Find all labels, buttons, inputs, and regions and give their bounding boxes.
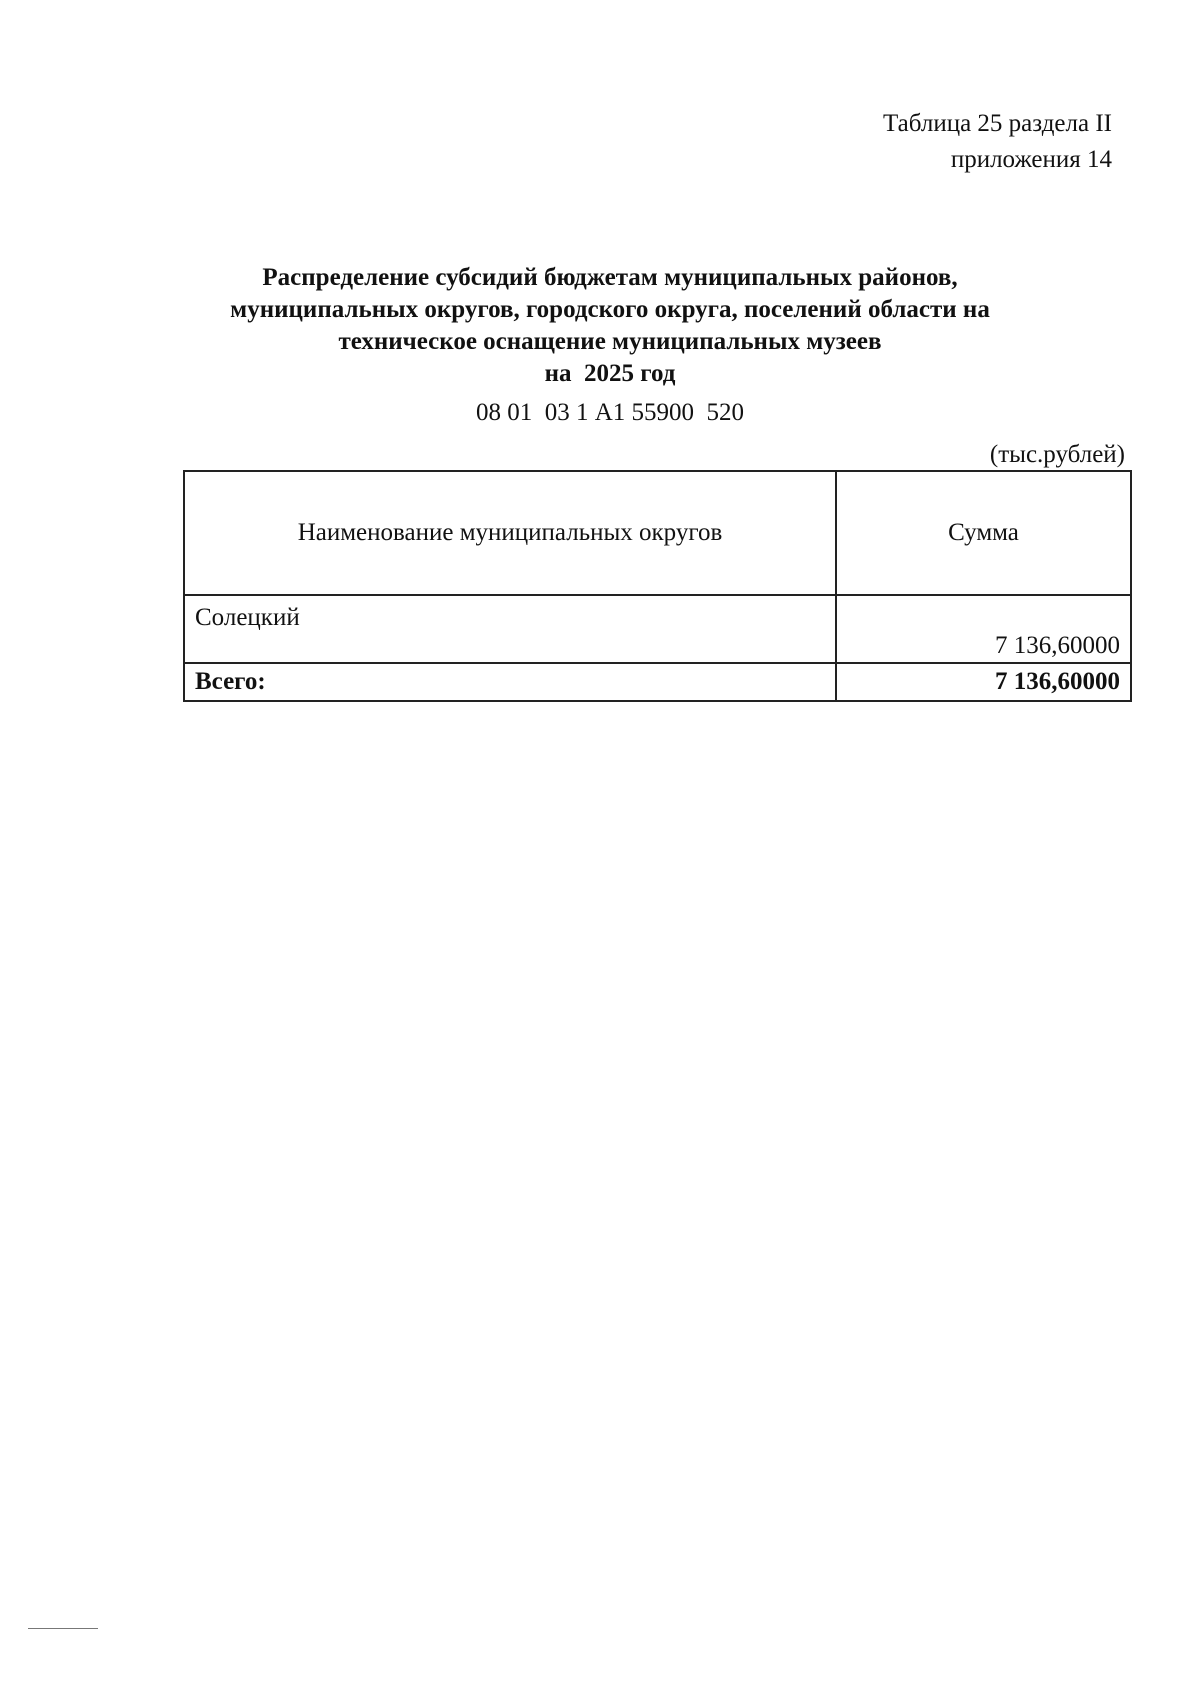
budget-classification-code: 08 01 03 1 А1 55900 520 [475,399,745,426]
document-title [160,262,1060,390]
total-label-cell: Всего: [184,663,836,701]
municipality-name-cell: Солецкий [184,595,836,663]
total-amount-cell: 7 136,60000 [836,663,1131,701]
reference-appendix-number: приложения 14 [950,146,1112,173]
footer-rule [28,1628,98,1629]
column-header-amount: Сумма [836,471,1131,595]
title-line-2: муниципальных округов, городского округа, поселений области на [230,296,990,323]
title-line-4: на 2025 год [544,360,676,387]
document-reference [883,106,1112,178]
table-total-row [184,663,1131,701]
reference-table-number: Таблица 25 раздела II [883,110,1112,137]
unit-label: (тыс.рублей) [989,441,1125,468]
table-row [184,595,1131,663]
amount-cell: 7 136,60000 [836,595,1131,663]
title-line-3: техническое оснащение муниципальных музеев [338,328,882,355]
table-header-row [184,471,1131,595]
subsidy-distribution-table [183,470,1132,702]
column-header-name: Наименование муниципальных округов [184,471,836,595]
title-line-1: Распределение субсидий бюджетам муниципальных районов, [262,264,958,291]
